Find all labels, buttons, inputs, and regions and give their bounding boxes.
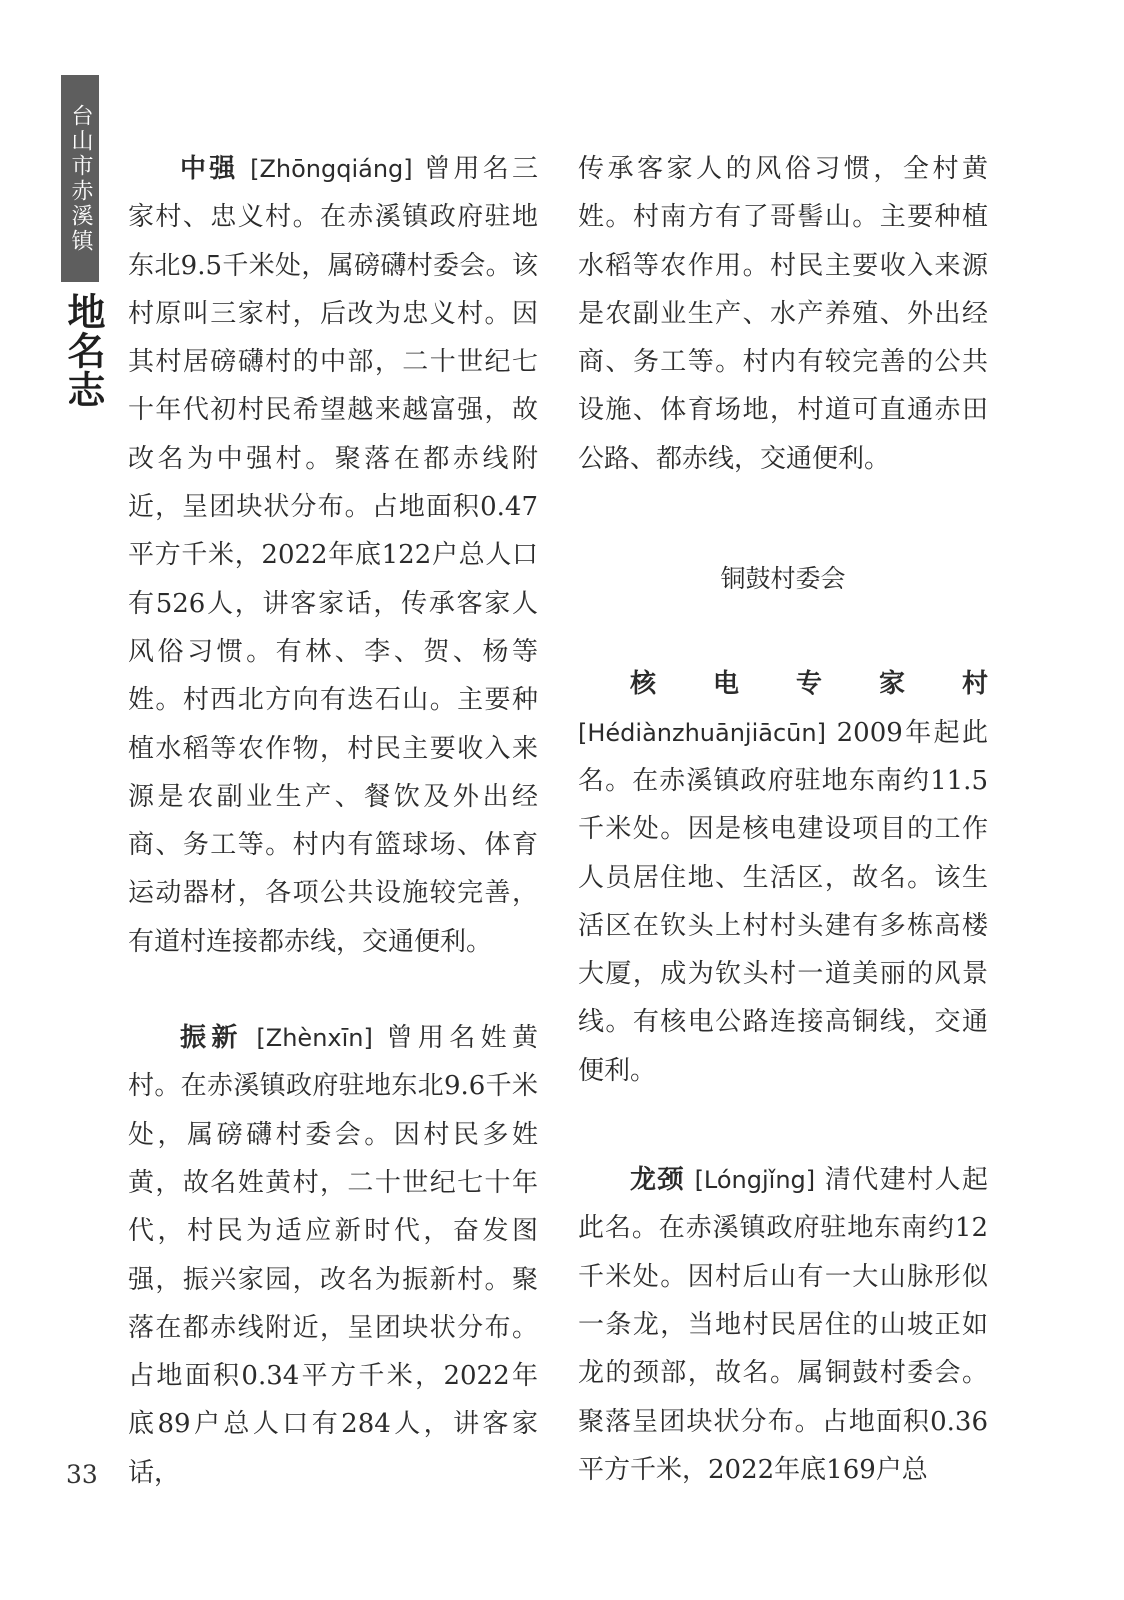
side-book-title: 地名志 (61, 292, 105, 409)
entry-zhenxin (128, 1014, 538, 1497)
entry-name: 振新 (180, 1023, 243, 1054)
spacer (578, 1095, 988, 1156)
side-tab (61, 75, 99, 282)
entry-name: 中强 (180, 154, 239, 184)
right-column (578, 145, 988, 1494)
entry-pinyin: [Zhōngqiáng] (250, 155, 413, 183)
spacer (128, 966, 538, 1014)
left-column (128, 145, 538, 1497)
entry-name: 龙颈 (630, 1165, 685, 1196)
spacer (578, 603, 988, 660)
entry-text: 2009年起此名。在赤溪镇政府驻地东南约11.5千米处。因是核电建设项目的工作人员居住地、生活区，故名。该生活区在钦头上村村头建有多栋高楼大厦，成为钦头村一道美丽的风景线。有核电公路连接高铜线，交通便利。 (578, 717, 989, 1086)
entry-pinyin: [Lóngjǐng] (694, 1166, 816, 1195)
spacer (578, 483, 988, 555)
entry-longjing (578, 1156, 988, 1494)
side-tab-title: 台山市赤溪镇 (68, 103, 93, 254)
page-number: 33 (66, 1460, 98, 1489)
entry-hedian-zhuanjiacun (578, 660, 988, 1095)
continuation-text: 传承客家人的风俗习惯，全村黄姓。村南方有了哥髻山。主要种植水稻等农作用。村民主要收入来源是农副业生产、水产养殖、外出经商、务工等。村内有较完善的公共设施、体育场地，村道可直通赤田公路、都赤线，交通便利。 (578, 154, 988, 474)
entry-text: 曾用名姓黄村。在赤溪镇政府驻地东北9.6千米处，属磅礴村委会。因村民多姓黄，故名姓黄村，二十世纪七十年代，村民为适应新时代，奋发图强，振兴家园，改名为振新村。聚落在都赤线附近，呈团块状分布。占地面积0.34平方千米，2022年底89户总人口有284人，讲客家话， (128, 1023, 538, 1488)
entry-name: 核电专家村 (630, 669, 988, 700)
entry-text: 曾用名三家村、忠义村。在赤溪镇政府驻地东北9.5千米处，属磅礴村委会。该村原叫三家村，后改为忠义村。因其村居磅礴村的中部，二十世纪七十年代初村民希望越来越富强，故改名为中强村。聚落在都赤线附近，呈团块状分布。占地面积0.47平方千米，2022年底122户总人口有526人，讲客家话，传承客家人风俗习惯。有林、李、贺、杨等姓。村西北方向有迭石山。主要种植水稻等农作物，村民主要收入来源是农副业生产、餐饮及外出经商、务工等。村内有篮球场、体育运动器材，各项公共设施较完善，有道村连接都赤线，交通便利。 (128, 154, 539, 957)
section-heading: 铜鼓村委会 (720, 564, 846, 594)
entry-pinyin: [Hédiànzhuānjiācūn] (578, 718, 826, 747)
entry-pinyin: [Zhènxīn] (256, 1024, 373, 1053)
entry-text: 清代建村人起此名。在赤溪镇政府驻地东南约12千米处。因村后山有一大山脉形似一条龙，当地村民居住的山坡正如龙的颈部，故名。属铜鼓村委会。聚落呈团块状分布。占地面积0.36平方千米，2022年底169户总 (578, 1165, 988, 1485)
entry-zhongqiang (128, 145, 538, 966)
